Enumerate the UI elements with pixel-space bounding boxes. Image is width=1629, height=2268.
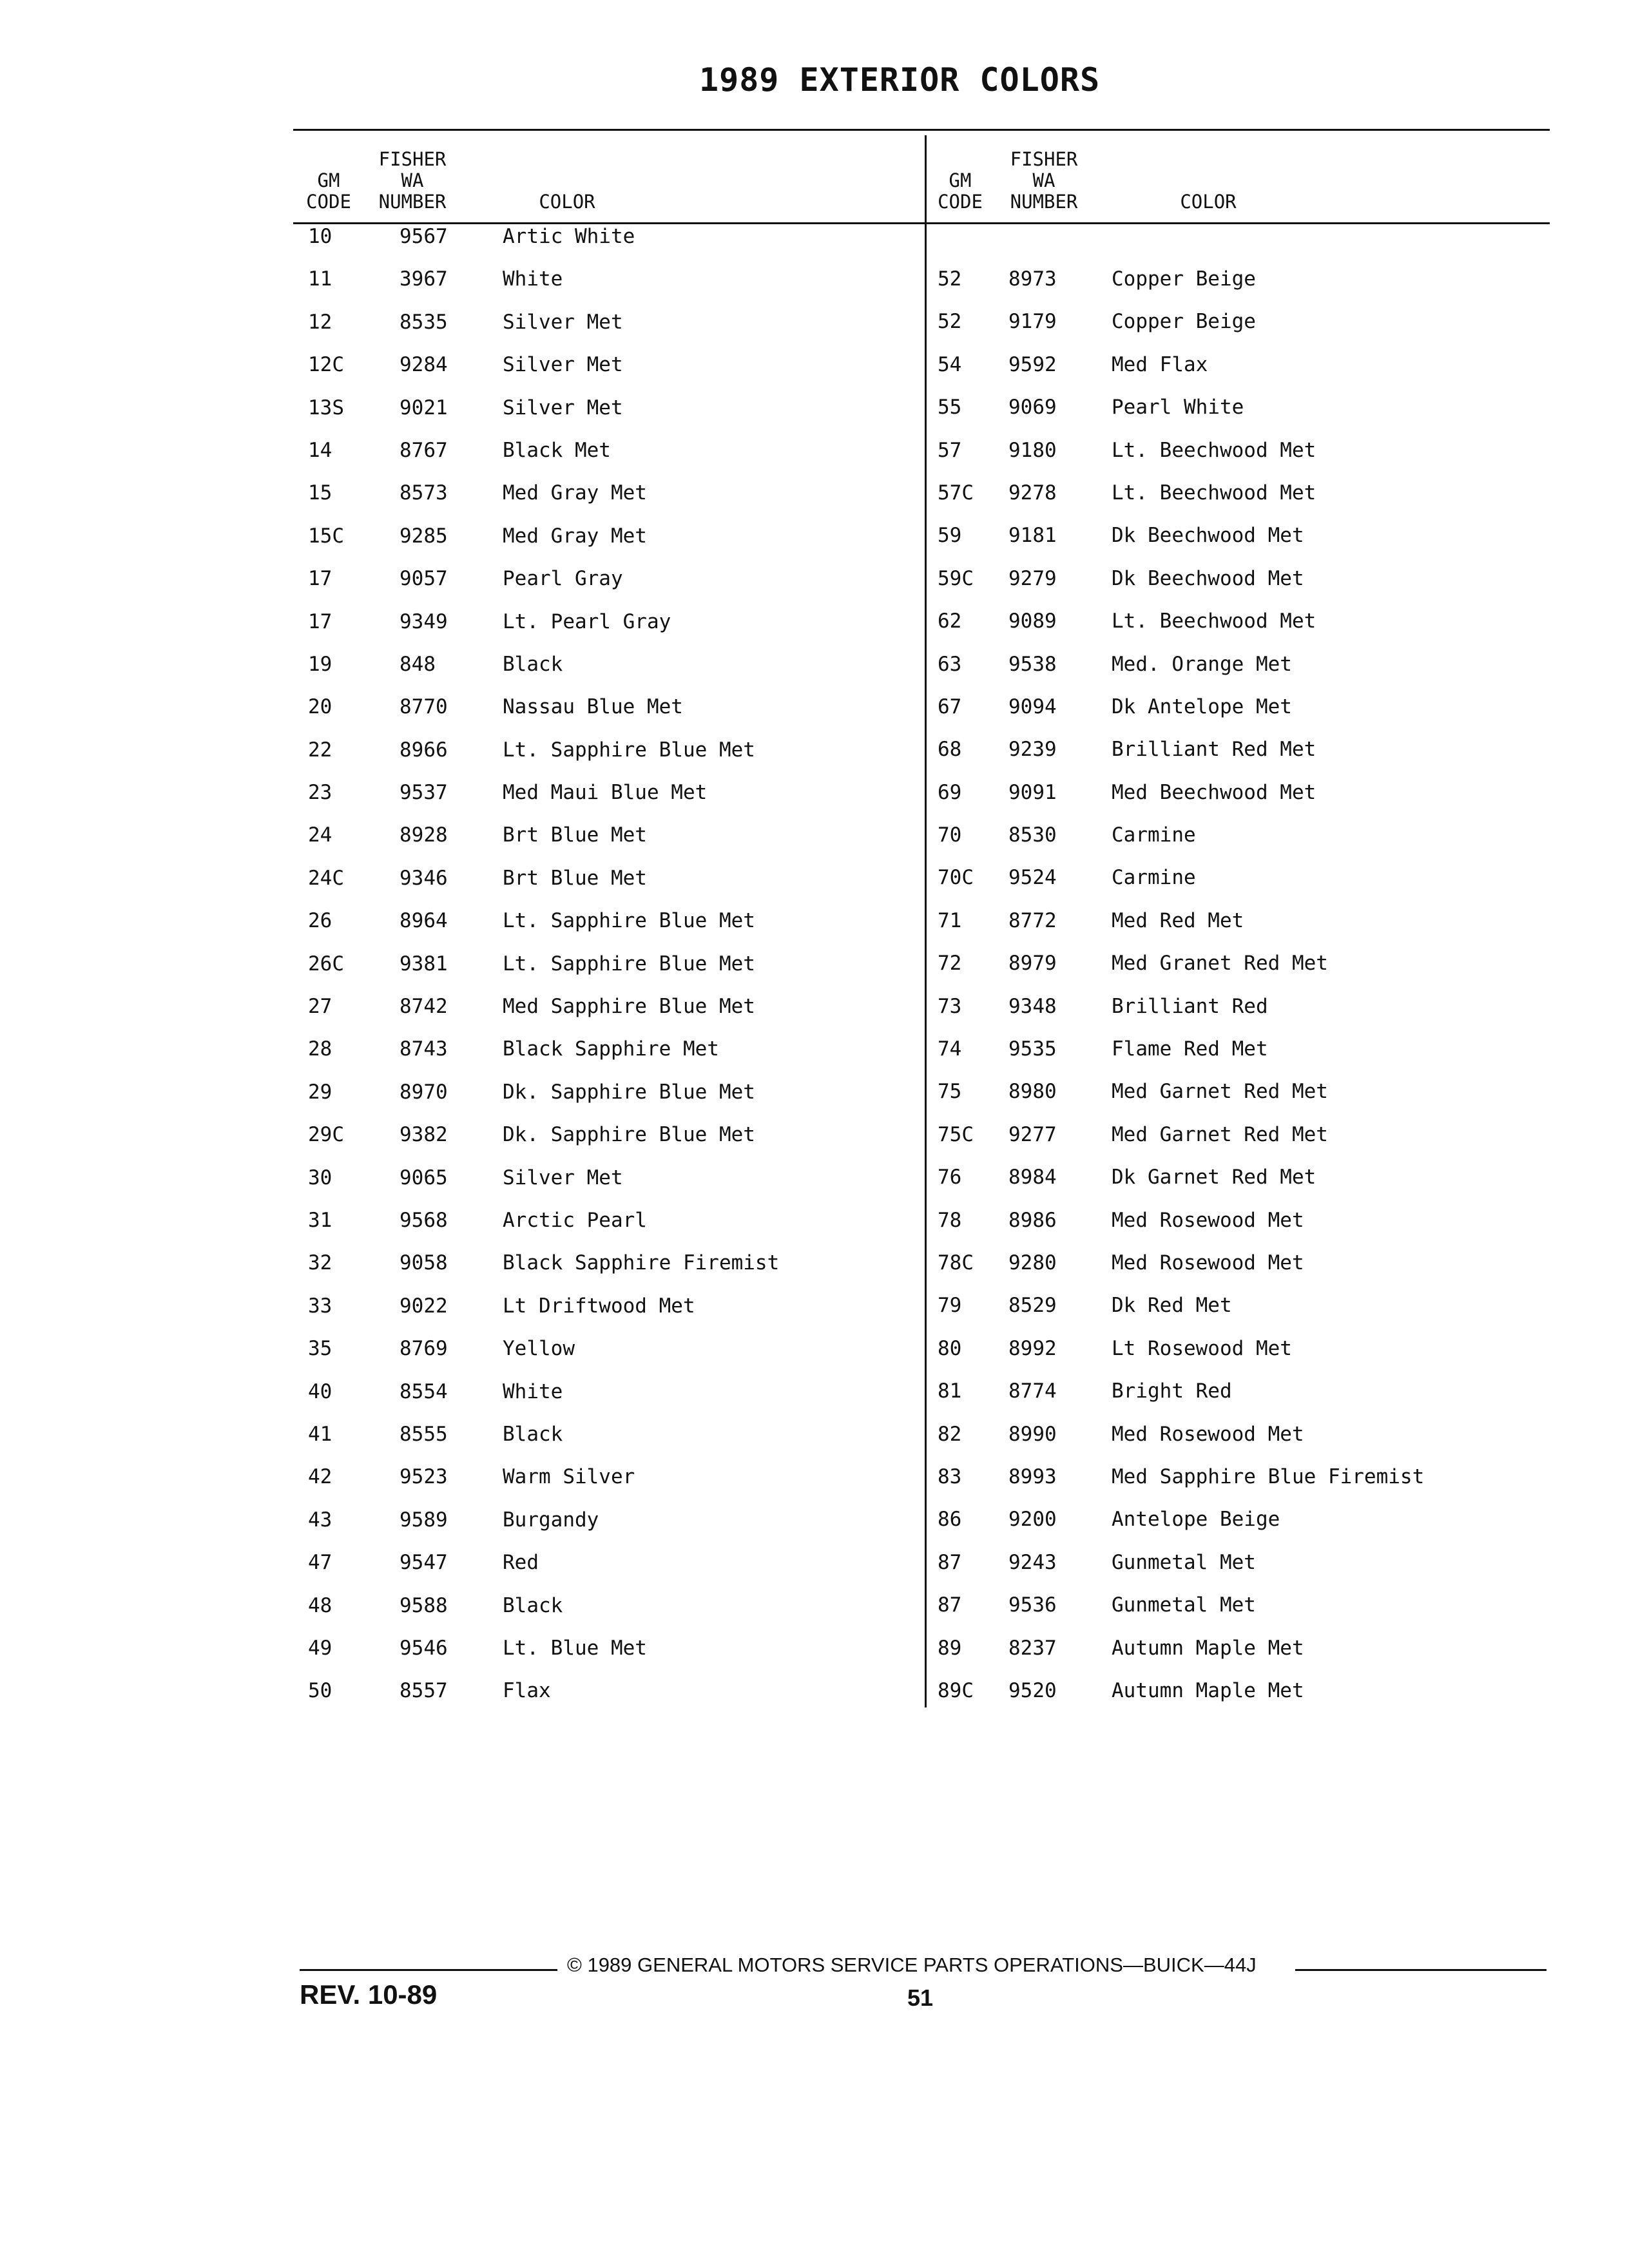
table-row (0, 994, 1268, 1036)
table-row (0, 523, 1304, 565)
gm-code-cell: 14 (308, 438, 333, 462)
table-row (0, 352, 1208, 394)
color-name-cell: Brilliant Red (1112, 994, 1268, 1018)
gm-code-cell: 40 (308, 1379, 333, 1403)
header-fisher-wa-left (374, 149, 451, 213)
wa-number-cell: 8984 (1008, 1166, 1057, 1189)
wa-number-cell: 8742 (400, 995, 448, 1019)
gm-code-cell: 35 (308, 1337, 333, 1361)
color-name-cell: Med Sapphire Blue Firemist (1112, 1465, 1425, 1488)
wa-number-cell: 9520 (1008, 1678, 1057, 1702)
header-code: CODE (938, 191, 983, 213)
header-gm: GM (949, 169, 972, 191)
footer-rule-left (300, 1969, 557, 1971)
gm-code-cell: 70C (938, 866, 974, 890)
wa-number-cell: 9592 (1008, 352, 1057, 376)
color-name-cell: Lt. Sapphire Blue Met (503, 909, 755, 933)
color-name-cell: Warm Silver (503, 1465, 635, 1489)
wa-number-cell: 9181 (1008, 524, 1057, 548)
color-name-cell: Burgandy (503, 1508, 599, 1532)
wa-number-cell: 9091 (1008, 780, 1057, 804)
wa-number-cell: 9278 (1008, 481, 1057, 505)
color-name-cell: Black (503, 652, 563, 676)
header-gm: GM (317, 169, 340, 191)
wa-number-cell: 9568 (400, 1208, 448, 1232)
table-row (0, 780, 1316, 822)
gm-code-cell: 32 (308, 1251, 333, 1275)
gm-code-cell: 12 (308, 310, 333, 334)
color-name-cell: Autumn Maple Met (1112, 1636, 1304, 1660)
wa-number-cell: 9538 (1008, 652, 1057, 676)
wa-number-cell: 8529 (1008, 1294, 1057, 1318)
wa-number-cell: 8535 (400, 310, 448, 334)
wa-number-cell: 9180 (1008, 438, 1057, 462)
table-row (0, 822, 1196, 865)
color-name-cell: Lt Rosewood Met (1112, 1336, 1292, 1360)
wa-number-cell: 9567 (400, 225, 448, 248)
wa-number-cell: 9381 (400, 952, 448, 975)
wa-number-cell: 848 (400, 652, 436, 676)
header-fisher: FISHER (1010, 148, 1078, 170)
color-name-cell: Black (503, 1593, 563, 1617)
wa-number-cell: 8774 (1008, 1379, 1057, 1403)
color-name-cell: Med Garnet Red Met (1112, 1122, 1328, 1146)
table-row (0, 1079, 1328, 1121)
wa-number-cell: 8970 (400, 1080, 448, 1104)
wa-number-cell: 8979 (1008, 952, 1057, 975)
gm-code-cell: 42 (308, 1465, 333, 1489)
gm-code-cell: 26C (308, 952, 344, 975)
column-divider (925, 135, 927, 1707)
gm-code-cell: 89 (938, 1636, 962, 1660)
color-name-cell: Med Rosewood Met (1112, 1251, 1304, 1274)
table-row (0, 1550, 1256, 1592)
color-name-cell: Flame Red Met (1112, 1037, 1268, 1061)
wa-number-cell: 9285 (400, 524, 448, 548)
gm-code-cell: 52 (938, 310, 962, 334)
color-name-cell: Med Granet Red Met (1112, 952, 1328, 975)
table-row (0, 1421, 1304, 1464)
gm-code-cell: 41 (308, 1422, 333, 1446)
wa-number-cell: 8557 (400, 1679, 448, 1703)
table-row (0, 1207, 1304, 1250)
color-name-cell: Gunmetal Met (1112, 1550, 1256, 1574)
color-name-cell: Copper Beige (1112, 267, 1256, 291)
page-title: 1989 EXTERIOR COLORS (699, 61, 1101, 99)
wa-number-cell: 9546 (400, 1636, 448, 1660)
gm-code-cell: 87 (938, 1593, 962, 1617)
wa-number-cell: 9069 (1008, 396, 1057, 419)
gm-code-cell: 83 (938, 1465, 962, 1488)
color-name-cell: Dk Antelope Met (1112, 695, 1292, 718)
wa-number-cell: 8770 (400, 695, 448, 719)
gm-code-cell: 10 (308, 225, 333, 248)
header-number: NUMBER (1010, 191, 1078, 213)
gm-code-cell: 15 (308, 481, 333, 505)
wa-number-cell: 8990 (1008, 1422, 1057, 1446)
color-name-cell: Autumn Maple Met (1112, 1678, 1304, 1702)
color-name-cell: Lt. Blue Met (503, 1636, 647, 1660)
wa-number-cell: 9058 (400, 1251, 448, 1275)
gm-code-cell: 28 (308, 1037, 333, 1061)
table-row (0, 437, 1316, 480)
wa-number-cell: 8973 (1008, 267, 1057, 291)
color-name-cell: Dk Red Met (1112, 1294, 1232, 1318)
table-row (0, 608, 1316, 651)
gm-code-cell: 78C (938, 1251, 974, 1274)
gm-code-cell: 69 (938, 780, 962, 804)
wa-number-cell: 9280 (1008, 1251, 1057, 1274)
wa-number-cell: 9277 (1008, 1122, 1057, 1146)
color-name-cell: Yellow (503, 1337, 575, 1361)
wa-number-cell: 8573 (400, 481, 448, 505)
wa-number-cell: 9089 (1008, 610, 1057, 633)
table-row (0, 1635, 1304, 1678)
color-name-cell: Black (503, 1422, 563, 1446)
revision-label: REV. 10-89 (300, 1979, 438, 2010)
wa-number-cell: 8928 (400, 823, 448, 847)
gm-code-cell: 82 (938, 1422, 962, 1446)
color-name-cell: Arctic Pearl (503, 1208, 647, 1232)
color-name-cell: Dk. Sapphire Blue Met (503, 1080, 755, 1104)
wa-number-cell: 3967 (400, 267, 448, 291)
color-name-cell: Bright Red (1112, 1379, 1232, 1403)
color-name-cell: Med Garnet Red Met (1112, 1080, 1328, 1104)
wa-number-cell: 9588 (400, 1593, 448, 1617)
color-name-cell: Gunmetal Met (1112, 1593, 1256, 1617)
color-name-cell: Dk Beechwood Met (1112, 524, 1304, 548)
gm-code-cell: 17 (308, 567, 333, 591)
gm-code-cell: 50 (308, 1679, 333, 1703)
color-name-cell: Dk Beechwood Met (1112, 566, 1304, 590)
table-row (0, 266, 1256, 309)
table-row (0, 224, 773, 266)
gm-code-cell: 11 (308, 267, 333, 291)
wa-number-cell: 9537 (400, 781, 448, 805)
wa-number-cell: 9536 (1008, 1593, 1057, 1617)
color-name-cell: Med Rosewood Met (1112, 1208, 1304, 1232)
wa-number-cell: 8964 (400, 909, 448, 933)
header-fisher: FISHER (378, 148, 447, 170)
color-name-cell: Dk Garnet Red Met (1112, 1166, 1316, 1189)
gm-code-cell: 13S (308, 396, 344, 419)
gm-code-cell: 20 (308, 695, 333, 719)
wa-number-cell: 8237 (1008, 1636, 1057, 1660)
color-name-cell: Silver Met (503, 396, 623, 419)
wa-number-cell: 9524 (1008, 866, 1057, 890)
gm-code-cell: 43 (308, 1508, 333, 1532)
wa-number-cell: 9279 (1008, 566, 1057, 590)
gm-code-cell: 29 (308, 1080, 333, 1104)
table-row (0, 309, 1256, 351)
table-row (0, 1506, 1280, 1549)
table-row (0, 908, 1244, 950)
table-row (0, 736, 1316, 779)
gm-code-cell: 73 (938, 994, 962, 1018)
color-name-cell: Med Rosewood Met (1112, 1422, 1304, 1446)
table-row (0, 1464, 1425, 1506)
color-name-cell: Med Maui Blue Met (503, 781, 708, 805)
color-name-cell: Lt Driftwood Met (503, 1294, 695, 1318)
gm-code-cell: 75C (938, 1122, 974, 1146)
color-name-cell: Silver Met (503, 310, 623, 334)
color-name-cell: Med Sapphire Blue Met (503, 995, 755, 1019)
color-name-cell: White (503, 267, 563, 291)
wa-number-cell: 9284 (400, 353, 448, 377)
header-wa: WA (1032, 169, 1055, 191)
wa-number-cell: 9065 (400, 1166, 448, 1189)
gm-code-cell: 62 (938, 610, 962, 633)
color-name-cell: Brt Blue Met (503, 866, 647, 890)
wa-number-cell: 9348 (1008, 994, 1057, 1018)
footer-copyright: © 1989 GENERAL MOTORS SERVICE PARTS OPERATIONS—BUICK—44J (567, 1954, 1257, 1976)
wa-number-cell: 9349 (400, 610, 448, 633)
color-name-cell: Red (503, 1551, 539, 1575)
gm-code-cell: 22 (308, 738, 333, 762)
wa-number-cell: 9243 (1008, 1550, 1057, 1574)
gm-code-cell: 74 (938, 1037, 962, 1061)
gm-code-cell: 75 (938, 1080, 962, 1104)
wa-number-cell: 8554 (400, 1379, 448, 1403)
color-name-cell: Med Red Met (1112, 908, 1244, 932)
gm-code-cell: 26 (308, 909, 333, 933)
color-name-cell: Lt. Pearl Gray (503, 610, 671, 633)
table-row (0, 1678, 1304, 1720)
wa-number-cell: 9547 (400, 1551, 448, 1575)
gm-code-cell: 87 (938, 1550, 962, 1574)
header-color: COLOR (539, 191, 595, 213)
color-name-cell: Lt. Beechwood Met (1112, 610, 1316, 633)
color-name-cell: Black Sapphire Met (503, 1037, 719, 1061)
gm-code-cell: 48 (308, 1593, 333, 1617)
color-name-cell: Flax (503, 1679, 551, 1703)
color-table-right (0, 266, 1425, 1720)
color-name-cell: Pearl White (1112, 396, 1244, 419)
wa-number-cell: 8986 (1008, 1208, 1057, 1232)
color-name-cell: Carmine (1112, 866, 1196, 890)
color-name-cell: Lt. Beechwood Met (1112, 481, 1316, 505)
wa-number-cell: 9523 (400, 1465, 448, 1489)
wa-number-cell: 8980 (1008, 1080, 1057, 1104)
gm-code-cell: 52 (938, 267, 962, 291)
wa-number-cell: 8767 (400, 438, 448, 462)
wa-number-cell: 9239 (1008, 738, 1057, 762)
gm-code-cell: 59 (938, 524, 962, 548)
gm-code-cell: 30 (308, 1166, 333, 1189)
gm-code-cell: 72 (938, 952, 962, 975)
table-row (0, 480, 1316, 523)
gm-code-cell: 76 (938, 1166, 962, 1189)
color-name-cell: Copper Beige (1112, 310, 1256, 334)
gm-code-cell: 79 (938, 1294, 962, 1318)
gm-code-cell: 71 (938, 908, 962, 932)
table-row (0, 566, 1304, 608)
table-row (0, 1378, 1232, 1421)
gm-code-cell: 81 (938, 1379, 962, 1403)
table-row (0, 1592, 1256, 1635)
gm-code-cell: 59C (938, 566, 974, 590)
gm-code-cell: 55 (938, 396, 962, 419)
gm-code-cell: 47 (308, 1551, 333, 1575)
gm-code-cell: 15C (308, 524, 344, 548)
header-wa: WA (401, 169, 424, 191)
gm-code-cell: 57C (938, 481, 974, 505)
color-name-cell: Antelope Beige (1112, 1508, 1280, 1532)
header-color-left (535, 191, 599, 213)
header-number: NUMBER (378, 191, 447, 213)
color-name-cell: Med Gray Met (503, 481, 647, 505)
color-name-cell: Carmine (1112, 823, 1196, 847)
gm-code-cell: 67 (938, 695, 962, 718)
color-name-cell: Black Sapphire Firemist (503, 1251, 780, 1275)
wa-number-cell: 9022 (400, 1294, 448, 1318)
header-fisher-wa-right (1005, 149, 1083, 213)
gm-code-cell: 78 (938, 1208, 962, 1232)
header-code: CODE (306, 191, 351, 213)
table-row (0, 394, 1244, 437)
top-rule (293, 129, 1550, 131)
color-name-cell: Med Gray Met (503, 524, 647, 548)
color-name-cell: Lt. Sapphire Blue Met (503, 738, 755, 762)
table-row (0, 1293, 1232, 1335)
gm-code-cell: 80 (938, 1336, 962, 1360)
gm-code-cell: 24C (308, 866, 344, 890)
gm-code-cell: 49 (308, 1636, 333, 1660)
wa-number-cell: 9200 (1008, 1508, 1057, 1532)
color-name-cell: Silver Met (503, 1166, 623, 1189)
gm-code-cell: 23 (308, 781, 333, 805)
table-row (0, 651, 1292, 694)
gm-code-cell: 19 (308, 652, 333, 676)
color-name-cell: Med. Orange Met (1112, 652, 1292, 676)
color-name-cell: Med Flax (1112, 352, 1208, 376)
wa-number-cell: 8743 (400, 1037, 448, 1061)
wa-number-cell: 9346 (400, 866, 448, 890)
wa-number-cell: 8966 (400, 738, 448, 762)
color-name-cell: Med Beechwood Met (1112, 780, 1316, 804)
color-name-cell: Brilliant Red Met (1112, 738, 1316, 762)
page-number: 51 (907, 1984, 934, 2011)
wa-number-cell: 8772 (1008, 908, 1057, 932)
color-name-cell: Brt Blue Met (503, 823, 647, 847)
table-row (0, 1164, 1316, 1207)
wa-number-cell: 9382 (400, 1123, 448, 1147)
table-row (0, 1250, 1304, 1293)
gm-code-cell: 33 (308, 1294, 333, 1318)
header-gm-code-right (938, 170, 983, 213)
gm-code-cell: 63 (938, 652, 962, 676)
header-color: COLOR (1180, 191, 1237, 213)
gm-code-cell: 27 (308, 995, 333, 1019)
wa-number-cell: 9021 (400, 396, 448, 419)
color-name-cell: Pearl Gray (503, 567, 623, 591)
header-gm-code-left (306, 170, 351, 213)
table-row (0, 694, 1292, 736)
color-name-cell: Lt. Sapphire Blue Met (503, 952, 755, 975)
footer-rule-right (1295, 1969, 1547, 1971)
header-color-right (1176, 191, 1240, 213)
wa-number-cell: 9535 (1008, 1037, 1057, 1061)
color-name-cell: Black Met (503, 438, 611, 462)
gm-code-cell: 24 (308, 823, 333, 847)
wa-number-cell: 9589 (400, 1508, 448, 1532)
wa-number-cell: 8992 (1008, 1336, 1057, 1360)
wa-number-cell: 8530 (1008, 823, 1057, 847)
gm-code-cell: 29C (308, 1123, 344, 1147)
gm-code-cell: 89C (938, 1678, 974, 1702)
table-row (0, 1336, 1292, 1378)
gm-code-cell: 12C (308, 353, 344, 377)
gm-code-cell: 86 (938, 1508, 962, 1532)
gm-code-cell: 68 (938, 738, 962, 762)
wa-number-cell: 8993 (1008, 1465, 1057, 1488)
table-row (0, 1122, 1328, 1164)
wa-number-cell: 9179 (1008, 310, 1057, 334)
gm-code-cell: 31 (308, 1208, 333, 1232)
table-row (0, 1036, 1268, 1079)
table-row (0, 865, 1196, 907)
wa-number-cell: 9057 (400, 567, 448, 591)
color-name-cell: Dk. Sapphire Blue Met (503, 1123, 755, 1147)
color-name-cell: White (503, 1379, 563, 1403)
gm-code-cell: 54 (938, 352, 962, 376)
color-name-cell: Artic White (503, 225, 635, 248)
color-name-cell: Nassau Blue Met (503, 695, 683, 719)
color-name-cell: Lt. Beechwood Met (1112, 438, 1316, 462)
wa-number-cell: 8555 (400, 1422, 448, 1446)
wa-number-cell: 8769 (400, 1337, 448, 1361)
gm-code-cell: 70 (938, 823, 962, 847)
wa-number-cell: 9094 (1008, 695, 1057, 718)
gm-code-cell: 57 (938, 438, 962, 462)
table-row (0, 950, 1328, 993)
gm-code-cell: 17 (308, 610, 333, 633)
color-name-cell: Silver Met (503, 353, 623, 377)
